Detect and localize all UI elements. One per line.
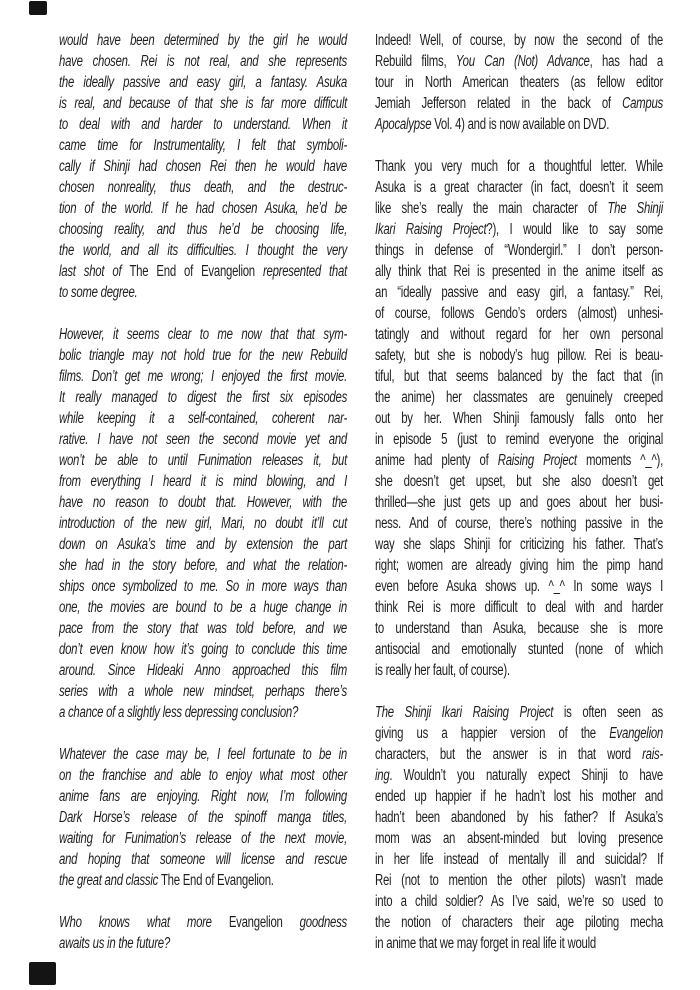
paragraph [375,156,663,681]
body-text: Thank you very much for a thoughtful letter. While [375,158,664,175]
body-text: bolic triangle may not hold true for the new Rebuild [59,347,348,364]
body-text: the anime) her classmates are genuinely creeped [375,389,664,406]
body-text: won’t be able to until Funimation releases it, but [59,452,348,469]
emphasized-text: Evangelion [228,914,283,931]
body-text: waiting for Funimation’s release of the next movie, [59,830,348,847]
paragraph [375,30,663,135]
body-text: came time for Instrumentality, I felt that symboli- [59,137,348,154]
body-text: represented that [254,263,348,280]
text-line [375,156,663,177]
text-line [59,576,347,597]
text-line [375,618,663,639]
text-line [375,660,663,681]
emphasized-text: The Shinji [607,200,664,217]
text-line [59,828,347,849]
text-line [59,807,347,828]
body-text: giving us a happier version of the [375,725,610,742]
text-line [59,135,347,156]
body-text: goodness [282,914,348,931]
body-text: think Rei is more difficult to deal with and harder [375,599,664,616]
body-text: an “ideally passive and easy girl, a fantasy.” Rei, [375,284,664,301]
body-text: the world, and all its difficulties. I thought the very [59,242,348,259]
text-line [375,513,663,534]
body-text: tatingly and without regard for her own personal [375,326,664,343]
body-text: in her life instead of mentally ill and suicidal? If [375,851,664,868]
text-line [375,723,663,744]
body-text: . Wouldn’t you naturally expect Shinji to have [389,767,664,784]
body-text: Whatever the case may be, I feel fortunate to be in [59,746,348,763]
body-text: the notion of characters their age piloting mecha [375,914,664,931]
body-text: out by her. When Shinji famously falls onto her [375,410,664,427]
body-text: hadn’t been abandoned by his father? If Asuka’s [375,809,664,826]
paragraph [59,912,347,954]
text-line [375,807,663,828]
text-line [59,870,347,891]
text-line [59,912,347,933]
body-text: Asuka is a great character (in fact, doesn’t it seem [375,179,664,196]
body-text: anime had plenty of [375,452,498,469]
body-text: a chance of a slightly less depressing conclusion? [59,704,299,721]
body-text: around. Since Hideaki Anno approached this film [59,662,348,679]
text-line [59,198,347,219]
text-line [375,387,663,408]
text-line [59,240,347,261]
text-line [59,786,347,807]
body-text: series with a whole new mindset, perhaps there’s [59,683,348,700]
body-text: tour in North American theaters (as fellow editor [375,74,664,91]
editor-response-column [375,30,700,954]
text-line [375,597,663,618]
text-line [375,471,663,492]
text-line [375,30,663,51]
text-line [375,912,663,933]
text-line [375,429,663,450]
body-text: mom was an absent-minded but loving presence [375,830,664,847]
text-line [375,891,663,912]
body-text: way she slaps Shinji for criticizing his father. That’s [375,536,664,553]
body-text: have chosen. Rei is not real, and she represents [59,53,348,70]
body-text: introduction of the new girl, Mari, no doubt it’ll cut [59,515,348,532]
text-line [375,51,663,72]
text-line [59,72,347,93]
body-text: even before Asuka shows up. ^_^ In some ways I [375,578,664,595]
body-text: she doesn’t get upset, but she also doesn’t get [375,473,664,490]
body-text: the ideally passive and easy girl, a fantasy. Asuka [59,74,348,91]
text-line [59,30,347,51]
text-line [59,492,347,513]
text-line [375,849,663,870]
text-line [375,282,663,303]
body-text: tion of the world. If he had chosen Asuka, he’d be [59,200,348,217]
body-text: Jemiah Jefferson related in the back of [375,95,623,112]
body-text: would have been determined by the girl he would [59,32,348,49]
text-line [375,240,663,261]
text-line [59,408,347,429]
body-text: Who knows what more [59,914,229,931]
body-text: choosing reality, and thus he’d be choosing life, [59,221,348,238]
text-line [59,471,347,492]
text-line [59,282,347,303]
body-text: don’t even know how it’s going to conclude this time [59,641,348,658]
text-line [59,933,347,954]
emphasized-text: Apocalypse [375,116,432,133]
body-text: Rebuild films, [375,53,456,70]
text-line [59,156,347,177]
text-line [375,345,663,366]
body-text: It really managed to digest the first six episodes [59,389,348,406]
paragraph [59,324,347,723]
body-text: antisocial and emotionally stunted (none of which [375,641,664,658]
text-line [375,828,663,849]
body-text: is real, and because of that she is far more difficult [59,95,348,112]
body-text: films. Don’t get me wrong; I enjoyed the first movie. [59,368,348,385]
emphasized-text: You Can (Not) Advance [455,53,590,70]
text-line [59,387,347,408]
text-line [59,744,347,765]
body-text: Dark Horse’s release of the spinoff manga titles, [59,809,348,826]
text-line [375,786,663,807]
body-text: Rei (not to mention the other pilots) wasn’t made [375,872,664,889]
text-line [375,177,663,198]
text-line [59,324,347,345]
text-line [375,114,663,135]
body-text: last shot of [59,263,130,280]
body-text: the great and classic [59,872,161,889]
text-line [59,366,347,387]
body-text: into a child soldier? As I’ve said, we’re so used to [375,893,664,910]
paragraph [59,744,347,891]
body-text: have no reason to doubt that. However, with the [59,494,348,511]
body-text: safety, but she is nobody’s hug pillow. Rei is beau- [375,347,664,364]
body-text: on the franchise and able to enjoy what most other [59,767,348,784]
text-line [375,366,663,387]
body-text: is often seen as [553,704,664,721]
body-text: in anime that we may forget in real life it would [375,935,596,952]
emphasized-text: Ikari Raising Project [375,221,487,238]
text-line [375,324,663,345]
body-text: ships once symbolized to me. So in more ways than [59,578,348,595]
text-line [59,702,347,723]
text-line [375,870,663,891]
body-text: anime fans are enjoying. Right now, I’m following [59,788,348,805]
emphasized-text: Raising Project [497,452,577,469]
text-line [59,513,347,534]
reader-letter-text [59,30,347,954]
body-text: moments ^_^), [576,452,664,469]
text-line [375,933,663,954]
text-line [375,408,663,429]
body-text: to understand than Asuka, because she is more [375,620,664,637]
text-line [375,576,663,597]
body-text: thrilled—she just gets up and goes about her busi- [375,494,664,511]
text-line [59,51,347,72]
body-text: things in defense of “Wondergirl.” I don’t person- [375,242,664,259]
text-line [375,303,663,324]
body-text: , has had a [589,53,664,70]
body-text: pace from the story that was told before, and we [59,620,348,637]
text-line [375,744,663,765]
paragraph [375,702,663,954]
body-text: characters, but the answer is in that word [375,746,643,763]
paragraph [59,30,347,303]
body-text: one, the movies are bound to be a huge change in [59,599,348,616]
emphasized-text: The Shinji Ikari Raising Project [375,704,554,721]
text-line [375,492,663,513]
text-line [59,429,347,450]
text-line [375,639,663,660]
body-text: ally think that Rei is presented in the anime itself as [375,263,664,280]
text-line [375,198,663,219]
text-line [59,618,347,639]
text-line [59,849,347,870]
text-line [375,702,663,723]
body-text: rative. I have not seen the second movie yet and [59,431,348,448]
text-line [375,534,663,555]
emphasized-text: ing [375,767,390,784]
body-text: is really her fault, of course). [375,662,510,679]
text-line [59,681,347,702]
body-text: down on Asuka’s time and by extension the part [59,536,348,553]
body-text: Indeed! Well, of course, by now the second of the [375,32,664,49]
page-edge-mark [29,962,56,985]
emphasized-text: The End of Evangelion. [160,872,274,889]
body-text: like she’s really the main character of [375,200,608,217]
text-line [59,219,347,240]
body-text: to some degree. [59,284,138,301]
emphasized-text: Campus [622,95,664,112]
body-text: she had in the story before, and what the relation- [59,557,348,574]
body-text: to deal with and harder to understand. When it [59,116,348,133]
emphasized-text: Evangelion [609,725,664,742]
body-text: Vol. 4) and is now available on DVD. [431,116,610,133]
body-text: ness. And of course, there’s nothing passive in the [375,515,664,532]
body-text: ended up happier if he hadn’t lost his mother and [375,788,664,805]
body-text: of course, follows Gendo’s orders (almost) unhesi- [375,305,664,322]
body-text: tiful, but that seems balanced by the fact that (in [375,368,664,385]
text-line [59,765,347,786]
emphasized-text: rais- [642,746,664,763]
text-line [59,555,347,576]
text-line [59,639,347,660]
editor-response-text [375,30,663,954]
text-line [375,93,663,114]
body-text: cally if Shinji had chosen Rei then he would have [59,158,348,175]
text-line [59,597,347,618]
body-text: awaits us in the future? [59,935,170,952]
text-line [375,450,663,471]
text-line [59,345,347,366]
text-line [375,219,663,240]
body-text: in episode 5 (just to remind everyone the original [375,431,664,448]
text-line [59,177,347,198]
body-text: However, it seems clear to me now that that sym- [59,326,348,343]
text-line [59,450,347,471]
text-line [375,261,663,282]
text-line [59,261,347,282]
body-text: while keeping it a self-contained, coherent nar- [59,410,348,427]
text-line [375,555,663,576]
text-line [59,93,347,114]
body-text: ?), I would like to say some [486,221,664,238]
body-text: from everything I heard it is mind blowing, and I [59,473,348,490]
emphasized-text: The End of Evangelion [129,263,255,280]
text-line [375,72,663,93]
body-text: chosen nonreality, thus death, and the destruc- [59,179,348,196]
body-text: and hoping that someone will license and rescue [59,851,348,868]
text-line [59,114,347,135]
text-line [59,534,347,555]
page-edge-mark [29,1,47,15]
text-line [59,660,347,681]
body-text: right; women are already giving him the pimp hand [375,557,664,574]
text-line [375,765,663,786]
